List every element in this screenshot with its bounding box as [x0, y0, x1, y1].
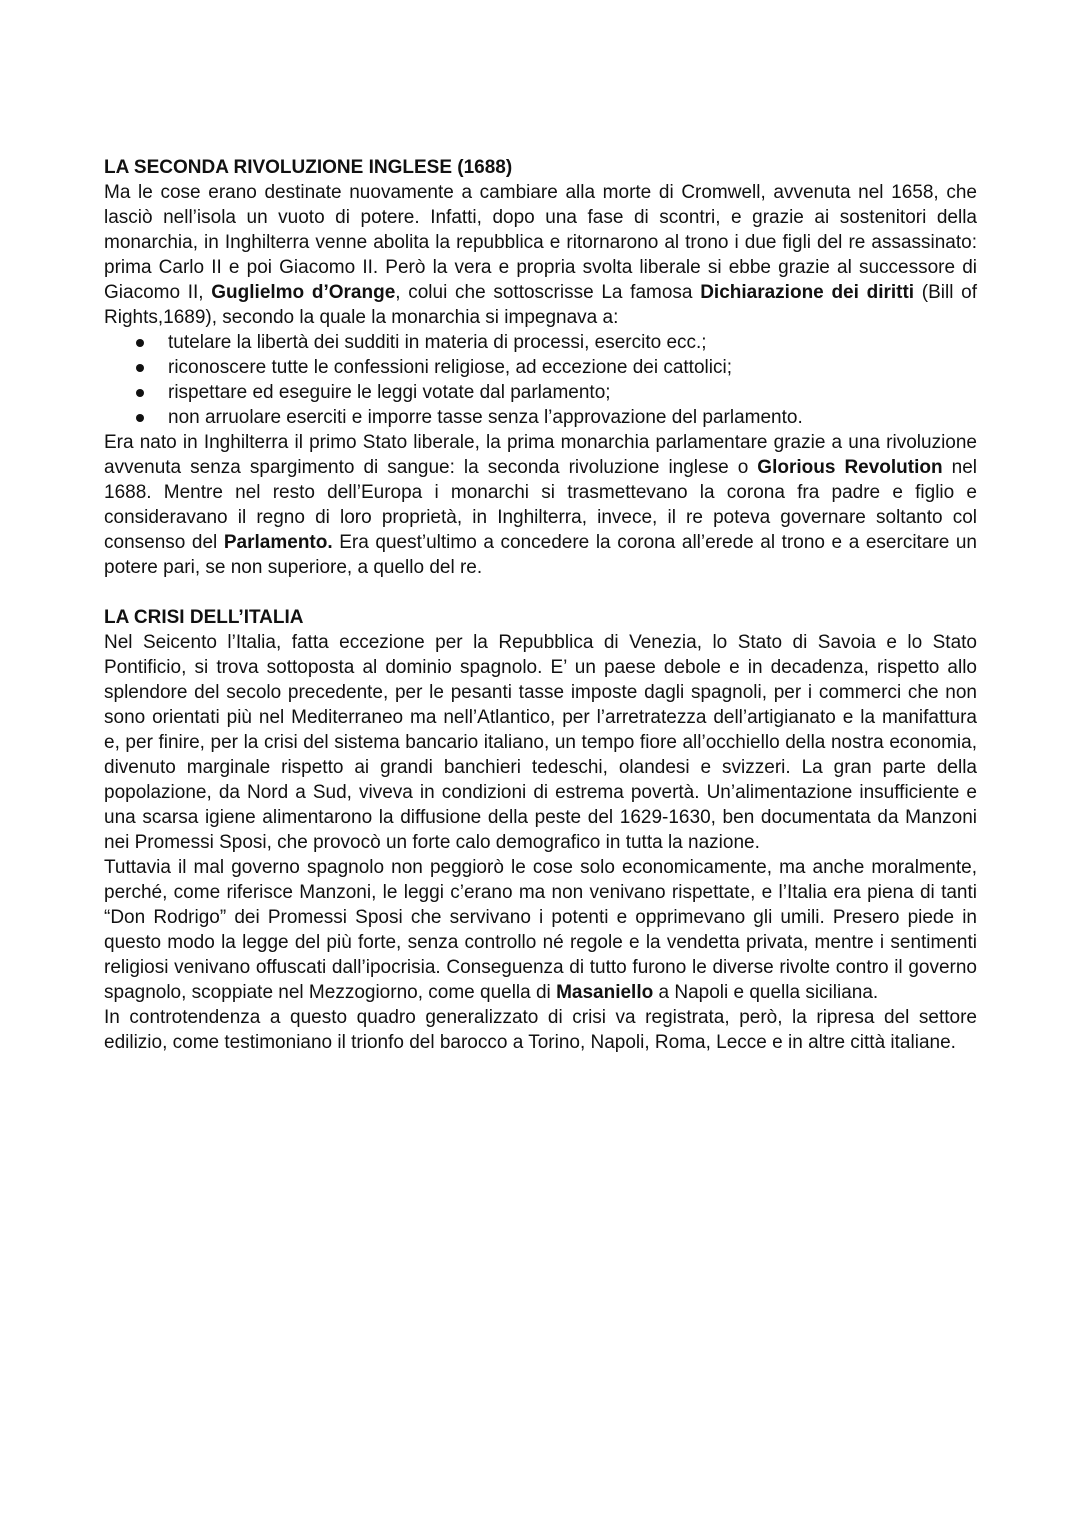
bullet-icon — [136, 389, 144, 397]
bullet-text: riconoscere tutte le confessioni religiose, ad eccezione dei cattolici; — [168, 357, 732, 378]
bullet-item — [104, 330, 977, 355]
section-heading: LA CRISI DELL’ITALIA — [104, 607, 304, 628]
bullet-icon — [136, 339, 144, 347]
bold-term-dichiarazione: Dichiarazione dei diritti — [700, 282, 915, 303]
bullet-text: rispettare ed eseguire le leggi votate dal parlamento; — [168, 382, 611, 403]
intro-paragraph — [104, 180, 977, 330]
bullet-icon — [136, 414, 144, 422]
bullet-text: tutelare la libertà dei sudditi in materia di processi, esercito ecc.; — [168, 332, 707, 353]
paragraph-seicento: Nel Seicento l’Italia, fatta eccezione per la Repubblica di Venezia, lo Stato di Savoia e lo Stato Pontificio, si trova sottoposta al dominio spagnolo. E’ un paese debole e in decadenza, rispetto allo splendore del secolo precedente, per le pesanti tasse imposte dagli spagnoli, per i commerci che non sono orientati più nel Mediterraneo ma nell’Atlantico, per l’arretratezza dell’artigianato e la manifattura e, per finire, per la crisi del sistema bancario italiano, un tempo fiore all’occhiello della nostra economia, divenuto marginale rispetto ai grandi banchieri tedeschi, olandesi e svizzeri. La gran parte della popolazione, da Nord a Sud, viveva in condizioni di estrema povertà. Un’alimentazione insufficiente e una scarsa igiene alimentarono la diffusione della peste del 1629-1630, ben documentata da Manzoni nei Promessi Sposi, che provocò un forte calo demografico in tutta la nazione. — [104, 632, 977, 853]
text-run: (Bill of Rights,1689), secondo la quale la monarchia si impegnava a: — [104, 282, 977, 328]
bullet-item — [104, 405, 977, 430]
text-run: Era quest’ultimo a concedere la corona all’erede al trono e a esercitare un potere pari, se non superiore, a quello del re. — [104, 532, 977, 578]
document-page — [104, 155, 977, 1055]
bold-term-parlamento: Parlamento. — [223, 532, 333, 553]
text-run: , colui che sottoscrisse La famosa — [395, 282, 701, 303]
bullet-text: non arruolare eserciti e imporre tasse senza l’approvazione del parlamento. — [168, 407, 803, 428]
bold-term-guglielmo: Guglielmo d’Orange — [211, 282, 396, 303]
bullet-list — [104, 330, 977, 430]
bullet-icon — [136, 364, 144, 372]
bullet-item — [104, 380, 977, 405]
paragraph-mal-governo — [104, 855, 977, 1005]
text-run: Ma le cose erano destinate nuovamente a cambiare alla morte di Cromwell, avvenuta nel 1658, che lasciò nell’isola un vuoto di potere. Infatti, dopo una fase di scontri, e grazie ai sostenitori della monarchia, in Inghilterra venne abolita la repubblica e ritornarono al trono i due figli del re assassinato: prima Carlo II e poi Giacomo II. Però la vera e propria svolta liberale si ebbe grazie al successore di Giacomo II, — [104, 182, 977, 303]
text-run: Tuttavia il mal governo spagnolo non peggiorò le cose solo economicamente, ma anche moralmente, perché, come riferisce Manzoni, le leggi c’erano ma non venivano rispettate, e l’Italia era piena di tanti “Don Rodrigo” dei Promessi Sposi che servivano i potenti e opprimevano gli umili. Presero piede in questo modo la legge del più forte, senza controllo né regole e la vendetta privata, mentre i sentimenti religiosi venivano offuscati dall’ipocrisia. Conseguenza di tutto furono le diverse rivolte contro il governo spagnolo, scoppiate nel Mezzogiorno, come quella di — [104, 857, 977, 1003]
bold-term-glorious-revolution: Glorious Revolution — [757, 457, 943, 478]
text-run: Era nato in Inghilterra il primo Stato liberale, la prima monarchia parlamentare grazie a una rivoluzione avvenuta senza spargimento di sangue: la seconda rivoluzione inglese o — [104, 432, 977, 478]
section-seconda-rivoluzione — [104, 155, 977, 580]
section-crisi-italia — [104, 605, 977, 1055]
section-heading: LA SECONDA RIVOLUZIONE INGLESE (1688) — [104, 157, 513, 178]
text-run: a Napoli e quella siciliana. — [653, 982, 879, 1003]
paragraph-controtendenza: In controtendenza a questo quadro generalizzato di crisi va registrata, però, la ripresa del settore edilizio, come testimoniano il trionfo del barocco a Torino, Napoli, Roma, Lecce e in altre città italiane. — [104, 1007, 977, 1053]
text-run: nel 1688. Mentre nel resto dell’Europa i monarchi si trasmettevano la corona fra padre e figlio e consideravano il regno di loro proprietà, in Inghilterra, invece, il re poteva governare soltanto col consenso del — [104, 457, 977, 553]
bullet-item — [104, 355, 977, 380]
bold-term-masaniello: Masaniello — [556, 982, 654, 1003]
outro-paragraph — [104, 430, 977, 580]
